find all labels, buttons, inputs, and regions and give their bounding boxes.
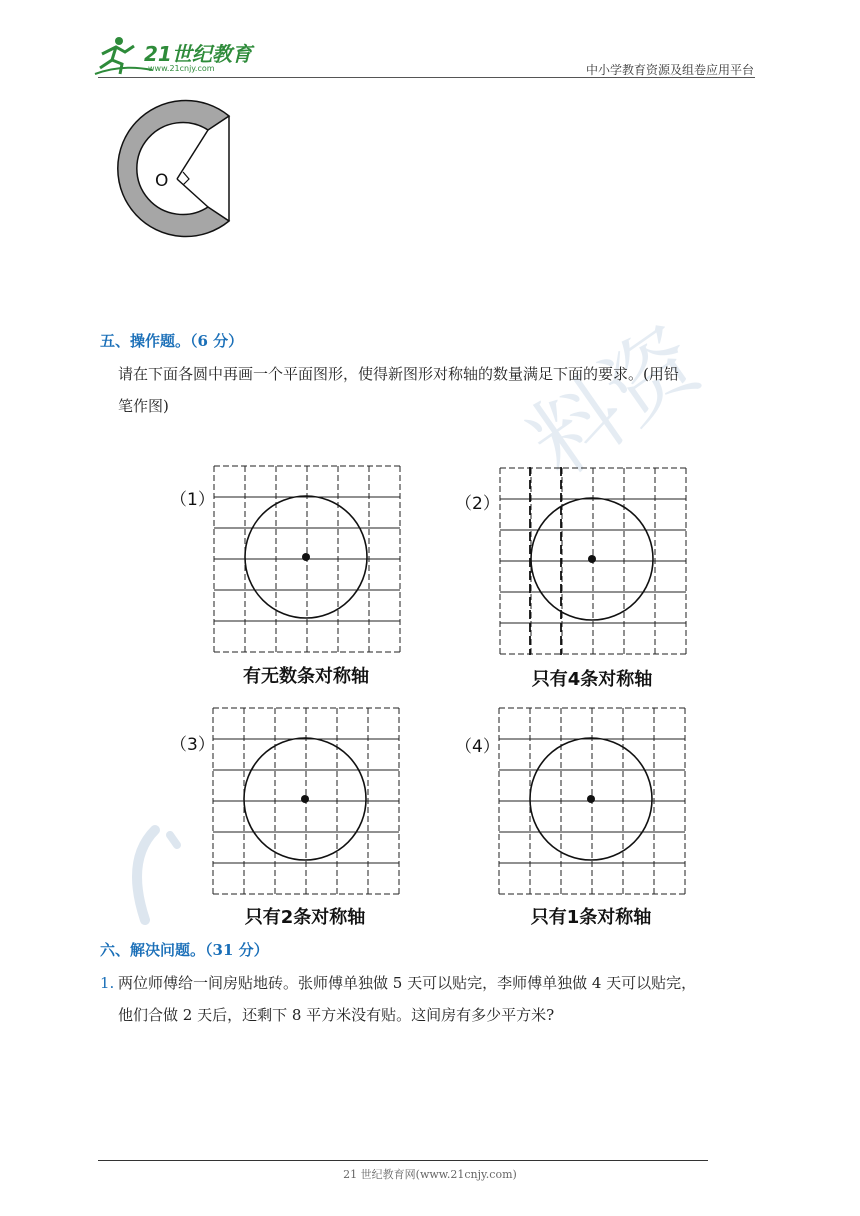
grid-2 xyxy=(499,467,687,655)
grid-1-label: （1） xyxy=(170,490,215,510)
grid-3-center xyxy=(301,795,309,803)
section5-title: 五、操作题。（6 分） xyxy=(100,332,244,350)
grid-3-label: （3） xyxy=(170,735,215,755)
footer-text: 21 世纪教育网(www.21cnjy.com) xyxy=(343,1168,517,1181)
grid-1-caption: 有无数条对称轴 xyxy=(243,666,369,687)
grid-3 xyxy=(212,707,400,895)
header-divider xyxy=(98,77,755,78)
grid-2-center xyxy=(588,555,596,563)
section6-title: 六、解决问题。（31 分） xyxy=(100,941,269,959)
footer-divider xyxy=(98,1160,708,1161)
grid-3-caption: 只有2条对称轴 xyxy=(244,907,366,928)
section5-instruction-line2: 笔作图) xyxy=(118,397,169,415)
grid-1-center xyxy=(302,553,310,561)
q1-number: 1. xyxy=(100,974,115,992)
watermark-stroke xyxy=(115,820,205,940)
radius-line-lower xyxy=(177,179,208,207)
ring-shaded-area xyxy=(118,101,229,237)
section5-instruction-line1: 请在下面各圆中再画一个平面图形，使得新图形对称轴的数量满足下面的要求。(用铅 xyxy=(118,365,679,383)
grid-1 xyxy=(213,465,401,653)
radius-line-upper xyxy=(177,130,208,179)
center-label: O xyxy=(155,171,169,191)
right-angle-mark xyxy=(183,172,189,185)
grid-2-caption: 只有4条对称轴 xyxy=(531,669,653,690)
logo-text: 21世纪教育 xyxy=(144,42,252,66)
logo xyxy=(92,34,262,78)
grid-4-center xyxy=(587,795,595,803)
q1-line1: 两位师傅给一间房贴地砖。张师傅单独做 5 天可以贴完，李师傅单独做 4 天可以贴完， xyxy=(118,974,697,992)
q1-line2: 他们合做 2 天后，还剩下 8 平方米没有贴。这间房有多少平方米? xyxy=(118,1006,555,1024)
grid-2-label: （2） xyxy=(455,494,500,514)
ring-figure xyxy=(98,96,238,266)
grid-4 xyxy=(498,707,686,895)
watermark: 料资 xyxy=(511,307,719,497)
platform-title: 中小学教育资源及组卷应用平台 xyxy=(585,63,754,77)
logo-url: www.21cnjy.com xyxy=(148,64,215,73)
grid-4-label: （4） xyxy=(455,737,500,757)
grid-4-caption: 只有1条对称轴 xyxy=(530,907,652,928)
